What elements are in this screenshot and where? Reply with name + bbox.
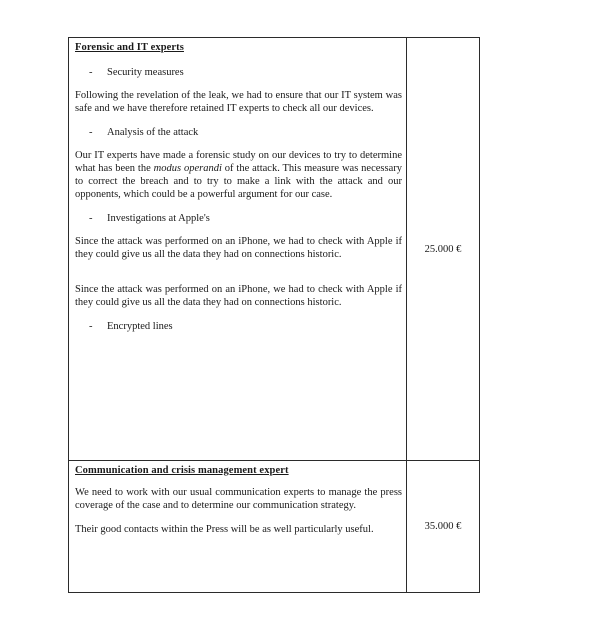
- italic-term: modus operandi: [153, 163, 222, 174]
- paragraph: Since the attack was performed on an iPhone, we had to check with Apple if they could give us all the data they had on connections historic.: [75, 236, 402, 260]
- amount-cell: 35.000 €: [407, 461, 480, 593]
- description-cell: [69, 38, 407, 461]
- amount-cell: 25.000 €: [407, 38, 480, 461]
- paragraph: We need to work with our usual communication experts to manage the press coverage of the case and to determine our communication strategy.: [75, 487, 402, 511]
- paragraph: Since the attack was performed on an iPhone, we had to check with Apple if they could give us all the data they had on connections historic.: [75, 284, 402, 308]
- paragraph: Their good contacts within the Press will be as well particularly useful.: [75, 524, 374, 535]
- bullet-dash: -: [89, 321, 93, 332]
- paragraph-text: of the attack. This measure was necessary to correct the breach and to try to make a link with the attack and our opponents, which could be a powerful argument for our case.: [75, 163, 402, 200]
- bullet-text: Analysis of the attack: [107, 127, 199, 138]
- bullet-dash: -: [89, 67, 93, 78]
- bullet-text: Investigations at Apple's: [107, 213, 210, 224]
- description-cell: [69, 461, 407, 593]
- bullet-text: Security measures: [107, 67, 184, 78]
- section-heading: Communication and crisis management expert: [75, 465, 289, 476]
- bullet-dash: -: [89, 213, 93, 224]
- section-heading: Forensic and IT experts: [75, 42, 184, 53]
- bullet-item: [89, 213, 402, 224]
- bullet-item: [89, 321, 402, 332]
- bullet-text: Encrypted lines: [107, 321, 173, 332]
- paragraph-text: Our IT experts have made a forensic study on our devices to try to determine what has been the: [75, 150, 402, 174]
- bullet-item: [89, 127, 402, 138]
- paragraph: [75, 149, 402, 201]
- table-row-forensic: [69, 38, 480, 461]
- bullet-dash: -: [89, 127, 93, 138]
- expense-table: [68, 37, 480, 593]
- table-row-communication: [69, 461, 480, 593]
- bullet-item: [89, 67, 402, 78]
- paragraph: Following the revelation of the leak, we had to ensure that our IT system was safe and we have therefore retained IT experts to check all our devices.: [75, 90, 402, 114]
